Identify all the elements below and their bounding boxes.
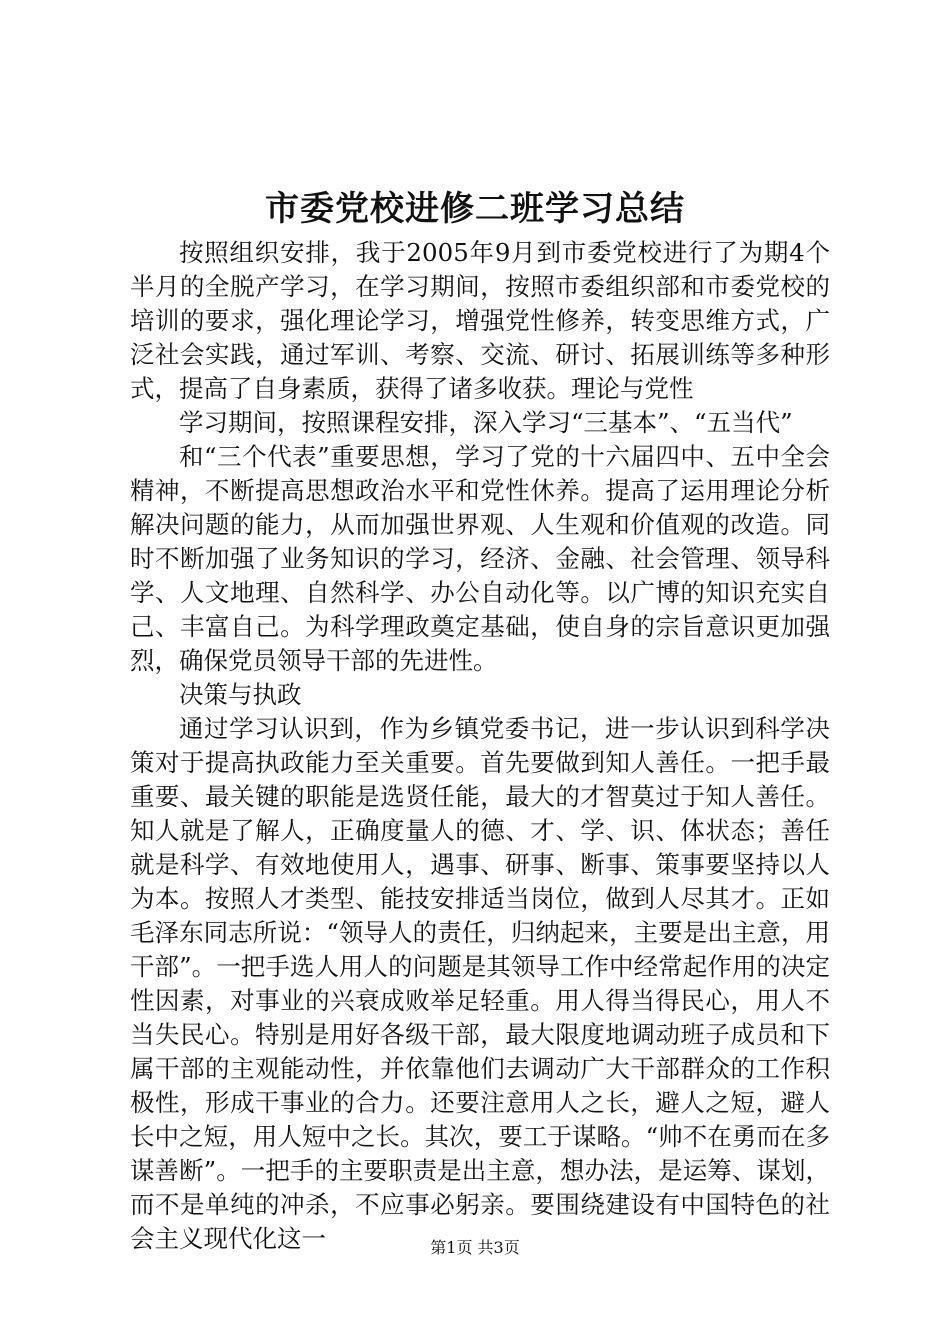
paragraph-decision: 通过学习认识到，作为乡镇党委书记，进一步认识到科学决策对于提高执政能力至关重要。首先要做到知人善任。一把手最重要、最关键的职能是选贤任能，最大的才智莫过于知人善任。知人就是了解人，正确度量人的德、才、学、识、体状态；善任就是科学、有效地使用人，遇事、研事、断事、策事要坚持以人为本。按照人才类型、能技安排适当岗位，做到人尽其才。正如毛泽东同志所说：“领导人的责任，归纳起来，主要是出主意，用干部”。一把手选人用人的问题是其领导工作中经常起作用的决定性因素，对事业的兴衰成败举足轻重。用人得当得民心，用人不当失民心。特别是用好各级干部，最大限度地调动班子成员和下属干部的主观能动性，并依靠他们去调动广大干部群众的工作积极性，形成干事业的合力。还要注意用人之长，避人之短，避人长中之短，用人短中之长。其次，要工于谋略。“帅不在勇而在多谋善断”。一把手的主要职责是出主意，想办法，是运筹、谋划，而不是单纯的冲杀，不应事必躬亲。要围绕建设有中国特色的社会主义现代化这一 [130, 714, 830, 1253]
paragraph-theory: 和“三个代表”重要思想，学习了党的十六届四中、五中全会精神，不断提高思想政治水平和党性休养。提高了运用理论分析解决问题的能力，从而加强世界观、人生观和价值观的改造。同时不断加强了业务知识的学习，经济、金融、社会管理、领导科学、人文地理、自然科学、办公自动化等。以广博的知识充实自己、丰富自己。为科学理政奠定基础，使自身的宗旨意识更加强烈，确保党员领导干部的先进性。 [130, 442, 830, 675]
paragraph-study-period: 学习期间，按照课程安排，深入学习“三基本”、“五当代” [179, 408, 793, 437]
paragraph-intro: 按照组织安排，我于2005年9月到市委党校进行了为期4个半月的全脱产学习，在学习期间，按照市委组织部和市委党校的培训的要求，强化理论学习，增强党性修养，转变思维方式，广泛社会实践，通过军训、考察、交流、研讨、拓展训练等多种形式，提高了自身素质，获得了诸多收获。理论与党性 [130, 238, 830, 403]
page-footer: 第1页 共3页 [430, 1238, 520, 1257]
document-body [130, 236, 830, 1256]
document-title: 市委党校进修二班学习总结 [265, 189, 685, 229]
section-heading-decision: 决策与执政 [179, 680, 302, 709]
